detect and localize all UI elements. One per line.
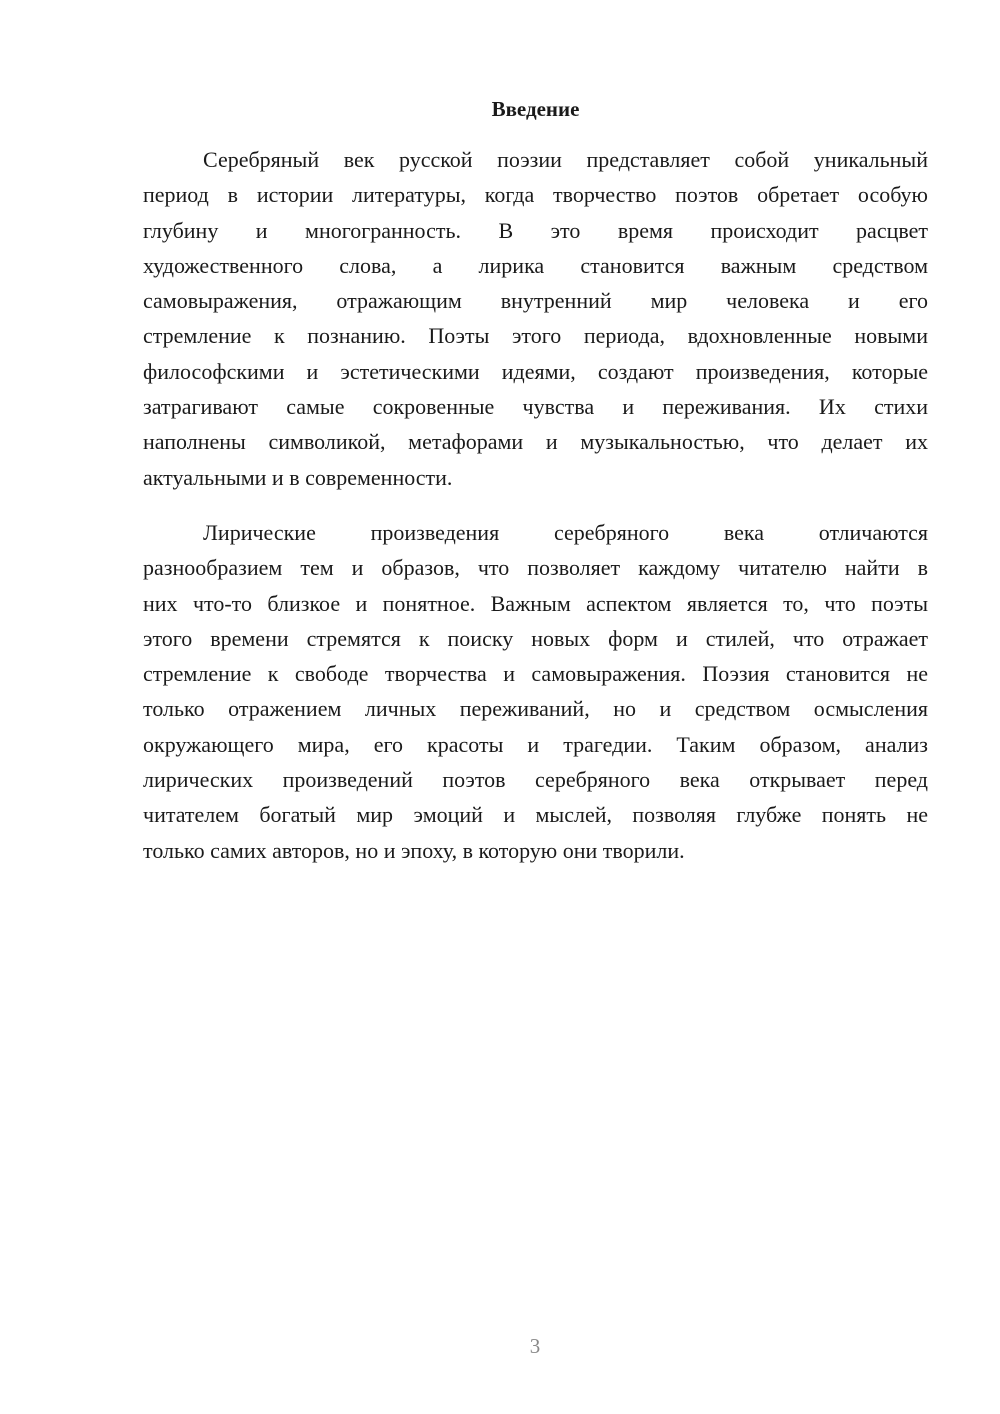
text-line: наполнены символикой, метафорами и музыкальностью, что делает их [143, 429, 928, 455]
text-line: затрагивают самые сокровенные чувства и переживания. Их стихи [143, 394, 928, 420]
text-line: разнообразием тем и образов, что позволяет каждому читателю найти в [143, 555, 928, 581]
text-line: Лирические произведения серебряного века отличаются [203, 520, 928, 545]
text-line: стремление к свободе творчества и самовыражения. Поэзия становится не [143, 661, 928, 687]
text-line: период в истории литературы, когда творчество поэтов обретает особую [143, 182, 928, 208]
text-line: философскими и эстетическими идеями, создают произведения, которые [143, 358, 928, 384]
paragraph-1 [143, 142, 928, 495]
text-line: читателем богатый мир эмоций и мыслей, позволяя глубже понять не [143, 802, 928, 828]
paragraph-2 [143, 515, 928, 868]
page-number: 3 [529, 1334, 541, 1358]
text-line: только самих авторов, но и эпоху, в которую они творили. [143, 837, 685, 863]
text-line: этого времени стремятся к поиску новых форм и стилей, что отражает [143, 625, 928, 651]
section-heading: Введение [491, 97, 580, 121]
text-line: окружающего мира, его красоты и трагедии. Таким образом, анализ [143, 731, 928, 757]
text-line: Серебряный век русской поэзии представляет собой уникальный [203, 147, 928, 172]
text-line: стремление к познанию. Поэты этого периода, вдохновленные новыми [143, 323, 928, 349]
text-line: самовыражения, отражающим внутренний мир человека и его [143, 288, 928, 314]
text-line: художественного слова, а лирика становится важным средством [143, 252, 928, 278]
text-line: них что-то близкое и понятное. Важным аспектом является то, что поэты [143, 590, 928, 616]
text-line: лирических произведений поэтов серебряного века открывает перед [143, 767, 928, 793]
text-line: актуальными и в современности. [143, 464, 453, 490]
text-line: глубину и многогранность. В это время происходит расцвет [143, 217, 928, 243]
text-line: только отражением личных переживаний, но и средством осмысления [143, 696, 928, 722]
